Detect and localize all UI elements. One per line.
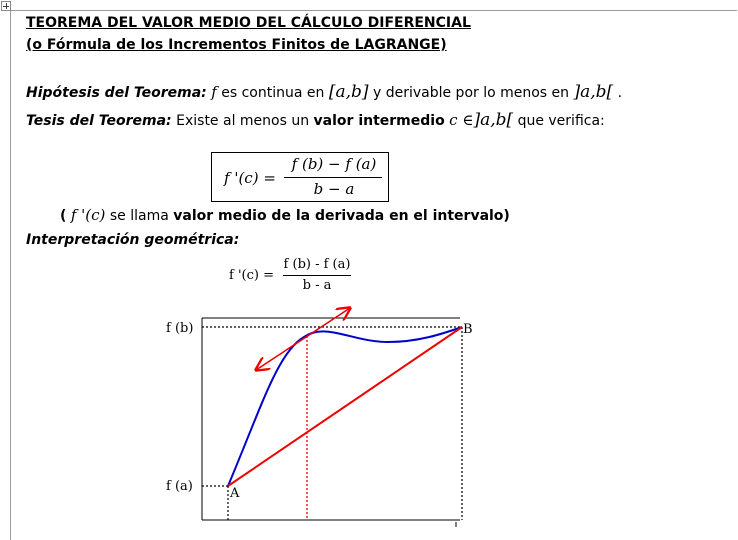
tangent-arrow [256, 308, 350, 370]
formula-denominator: b − a [313, 180, 355, 198]
note-open-paren: ( [60, 208, 67, 224]
hypothesis-end: . [617, 85, 623, 101]
thesis-text1: Existe al menos un [176, 113, 310, 129]
label-fa: f (a) [166, 479, 193, 494]
graph-formula-numerator: f (b) - f (a) [283, 257, 351, 272]
intermediate-value-term: valor intermedio [313, 113, 445, 129]
theorem-subtitle: (o Fórmula de los Incrementos Finitos de LAGRANGE) [26, 37, 447, 53]
graph-formula-lhs: f '(c) = [229, 268, 274, 283]
formula-lhs: f '(c) = [224, 169, 276, 187]
hypothesis-text1: es continua en [221, 85, 325, 101]
hypothesis-text2: y derivable por lo menos en [372, 85, 570, 101]
note-expression: f '(c) [70, 206, 106, 224]
point-a-label: A [230, 486, 240, 501]
point-b-label: B [463, 322, 473, 337]
label-fb: f (b) [166, 321, 194, 336]
thesis-open-interval: ]a,b[ [473, 110, 514, 130]
hypothesis-f: f [211, 83, 217, 101]
hypothesis-label: Hipótesis del Teorema: [26, 85, 207, 101]
note-text: se llama [109, 208, 169, 224]
formula-numerator: f (b) − f (a) [291, 155, 377, 173]
closed-interval: [a,b] [328, 82, 369, 102]
theorem-title: TEOREMA DEL VALOR MEDIO DEL CÁLCULO DIFERENCIAL [26, 15, 471, 31]
interpretation-label: Interpretación geométrica: [26, 232, 240, 248]
thesis-label: Tesis del Teorema: [26, 113, 172, 129]
c-element-of: c ∈ [449, 111, 474, 129]
hypothesis-open-interval: ]a,b[ [573, 82, 614, 102]
graph-formula-denominator: b - a [302, 278, 332, 293]
thesis-text2: que verifica: [517, 113, 605, 129]
secant-line [228, 327, 462, 486]
note-bold-text: valor medio de la derivada en el intervalo) [173, 208, 510, 224]
